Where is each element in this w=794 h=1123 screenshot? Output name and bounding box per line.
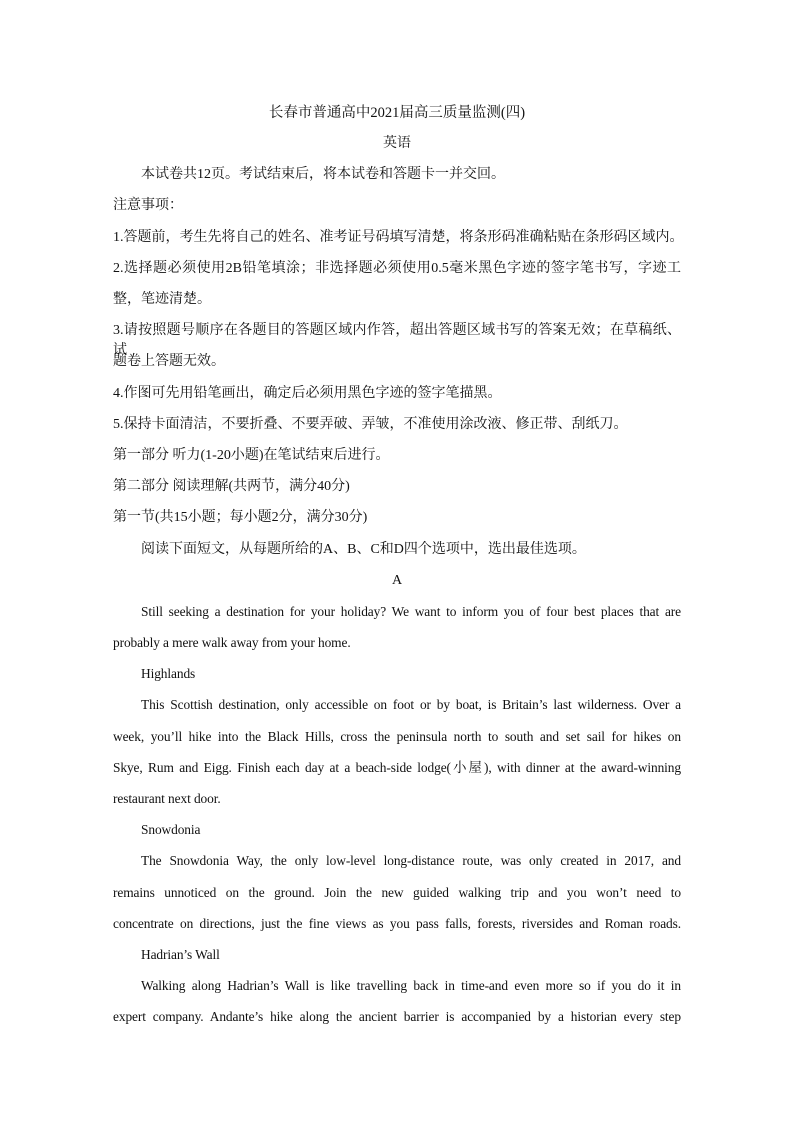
passage-paragraph-3-line-3: concentrate on directions, just the fine views as you pass falls, forests, riversides and Roman roads.: [113, 916, 681, 931]
reading-instruction: 阅读下面短文，从每题所给的A、B、C和D四个选项中，选出最佳选项。: [141, 542, 586, 557]
passage-heading-hadrians-wall: Hadrian’s Wall: [141, 947, 220, 962]
passage-paragraph-3-line-2: remains unnoticed on the ground. Join the new guided walking trip and you won’t need to: [113, 885, 681, 900]
passage-paragraph-3-line-1: The Snowdonia Way, the only low-level long-distance route, was only created in 2017, and: [141, 853, 681, 868]
passage-paragraph-4-line-1: Walking along Hadrian’s Wall is like travelling back in time-and even more so if you do it in: [141, 978, 681, 993]
note-item-2-line-2: 整，笔迹清楚。: [113, 292, 211, 307]
part-two-heading: 第二部分 阅读理解(共两节，满分40分): [113, 479, 350, 494]
part-one-heading: 第一部分 听力(1-20小题)在笔试结束后进行。: [113, 448, 390, 463]
passage-paragraph-1-line-1: Still seeking a destination for your holiday? We want to inform you of four best places that are: [141, 604, 681, 619]
note-item-5: 5.保持卡面清洁，不要折叠、不要弄破、弄皱，不准使用涂改液、修正带、刮纸刀。: [113, 417, 628, 432]
note-item-3-line-1: 3.请按照题号顺序在各题目的答题区域内作答，超出答题区域书写的答案无效；在草稿纸、试: [113, 323, 681, 358]
exam-title: 长春市普通高中2021届高三质量监测(四): [268, 105, 526, 121]
note-item-2-line-1: 2.选择题必须使用2B铅笔填涂；非选择题必须使用0.5毫米黑色字迹的签字笔书写，字迹工: [113, 261, 681, 276]
passage-paragraph-4-line-2: expert company. Andante’s hike along the ancient barrier is accompanied by a historian every step: [113, 1009, 681, 1024]
section-one-heading: 第一节(共15小题；每小题2分，满分30分): [113, 510, 368, 525]
passage-paragraph-2-line-3: Skye, Rum and Eigg. Finish each day at a beach-side lodge(小屋), with dinner at the award-winning: [113, 760, 681, 775]
exam-intro: 本试卷共12页。考试结束后，将本试卷和答题卡一并交回。: [141, 167, 505, 182]
passage-paragraph-2-line-1: This Scottish destination, only accessible on foot or by boat, is Britain’s last wilderness. Over a: [141, 697, 681, 712]
passage-heading-snowdonia: Snowdonia: [141, 822, 201, 837]
passage-label: A: [391, 573, 403, 588]
passage-paragraph-2-line-2: week, you’ll hike into the Black Hills, cross the peninsula north to south and set sail for hikes on: [113, 729, 681, 744]
notes-heading: 注意事项：: [113, 198, 183, 213]
note-item-1: 1.答题前，考生先将自己的姓名、准考证号码填写清楚，将条形码准确粘贴在条形码区域内。: [113, 230, 684, 245]
note-item-4: 4.作图可先用铅笔画出，确定后必须用黑色字迹的签字笔描黑。: [113, 386, 502, 401]
subject-title: 英语: [383, 136, 411, 151]
note-item-3-line-2: 题卷上答题无效。: [113, 354, 225, 369]
passage-paragraph-1-line-2: probably a mere walk away from your home.: [113, 635, 351, 650]
passage-heading-highlands: Highlands: [141, 666, 196, 681]
passage-paragraph-2-line-4: restaurant next door.: [113, 791, 221, 806]
